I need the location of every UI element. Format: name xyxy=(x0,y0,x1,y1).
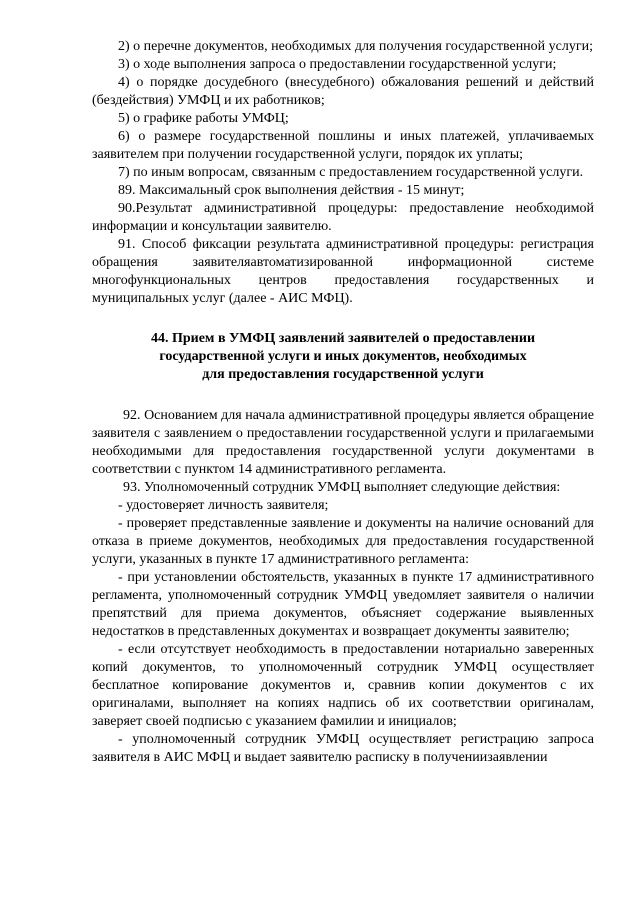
list-item-schedule: 5) о графике работы УМФЦ; xyxy=(118,111,289,126)
action-register-request: - уполномоченный сотрудник УМФЦ осуществляет регистрацию запроса заявителя в АИС МФЦ и выдает заявителю расписку в получениизаявлении xyxy=(92,732,594,765)
list-item-fees: 6) о размере государственной пошлины и иных платежей, уплачиваемых заявителем при получении государственной услуги, порядок их уплаты; xyxy=(92,129,594,162)
action-check-documents: - проверяет представленные заявление и документы на наличие оснований для отказа в приеме документов, необходимых для предоставления государственной услуги, указанных в пункте 17 административного регламента: xyxy=(92,516,594,567)
action-copy-documents: - если отсутствует необходимость в предоставлении нотариально заверенных копий документов, то уполномоченный сотрудник УМФЦ осуществляет бесплатное копирование документов и, сравнив копии документов с их оригиналами, выполняет на копиях надпись об их соответствии оригиналам, заверяет своей подписью с указанием фамилии и инициалов; xyxy=(92,642,594,729)
list-item-appeal-procedure: 4) о порядке досудебного (внесудебного) обжалования решений и действий (бездействия) УМФЦ и их работников; xyxy=(92,75,594,108)
heading-line-2: государственной услуги и иных документов, необходимых xyxy=(159,349,527,364)
heading-line-3: для предоставления государственной услуги xyxy=(202,367,484,382)
paragraph-93: 93. Уполномоченный сотрудник УМФЦ выполняет следующие действия: xyxy=(123,480,561,495)
action-verify-identity: - удостоверяет личность заявителя; xyxy=(118,498,329,513)
document-page xyxy=(92,38,594,767)
list-item-documents: 2) о перечне документов, необходимых для получения государственной услуги; xyxy=(118,39,593,54)
action-notify-obstacles: - при установлении обстоятельств, указанных в пункте 17 административного регламента, уполномоченный сотрудник УМФЦ уведомляет заявителя о наличии препятствий для приема документов, объясняет содержание выявленных недостатков в представленных документах и возвращает документы заявителю; xyxy=(92,570,594,639)
paragraph-90: 90.Результат административной процедуры: предоставление необходимой информации и консультации заявителю. xyxy=(92,201,594,234)
paragraph-89: 89. Максимальный срок выполнения действия - 15 минут; xyxy=(118,183,465,198)
list-item-request-progress: 3) о ходе выполнения запроса о предоставлении государственной услуги; xyxy=(118,57,557,72)
list-item-other: 7) по иным вопросам, связанным с предоставлением государственной услуги. xyxy=(118,165,584,180)
heading-line-1: 44. Прием в УМФЦ заявлений заявителей о предоставлении xyxy=(150,331,536,346)
section-heading xyxy=(92,330,594,384)
paragraph-91: 91. Способ фиксации результата административной процедуры: регистрация обращения заявителяавтоматизированной информационной системе многофункциональных центров предоставления государственных и муниципальных услуг (далее - АИС МФЦ). xyxy=(92,237,594,306)
paragraph-92: 92. Основанием для начала административной процедуры является обращение заявителя с заявлением о предоставлении государственной услуги и прилагаемыми необходимыми для предоставления государственной услуги документами в соответствии с пунктом 14 административного регламента. xyxy=(92,408,594,477)
